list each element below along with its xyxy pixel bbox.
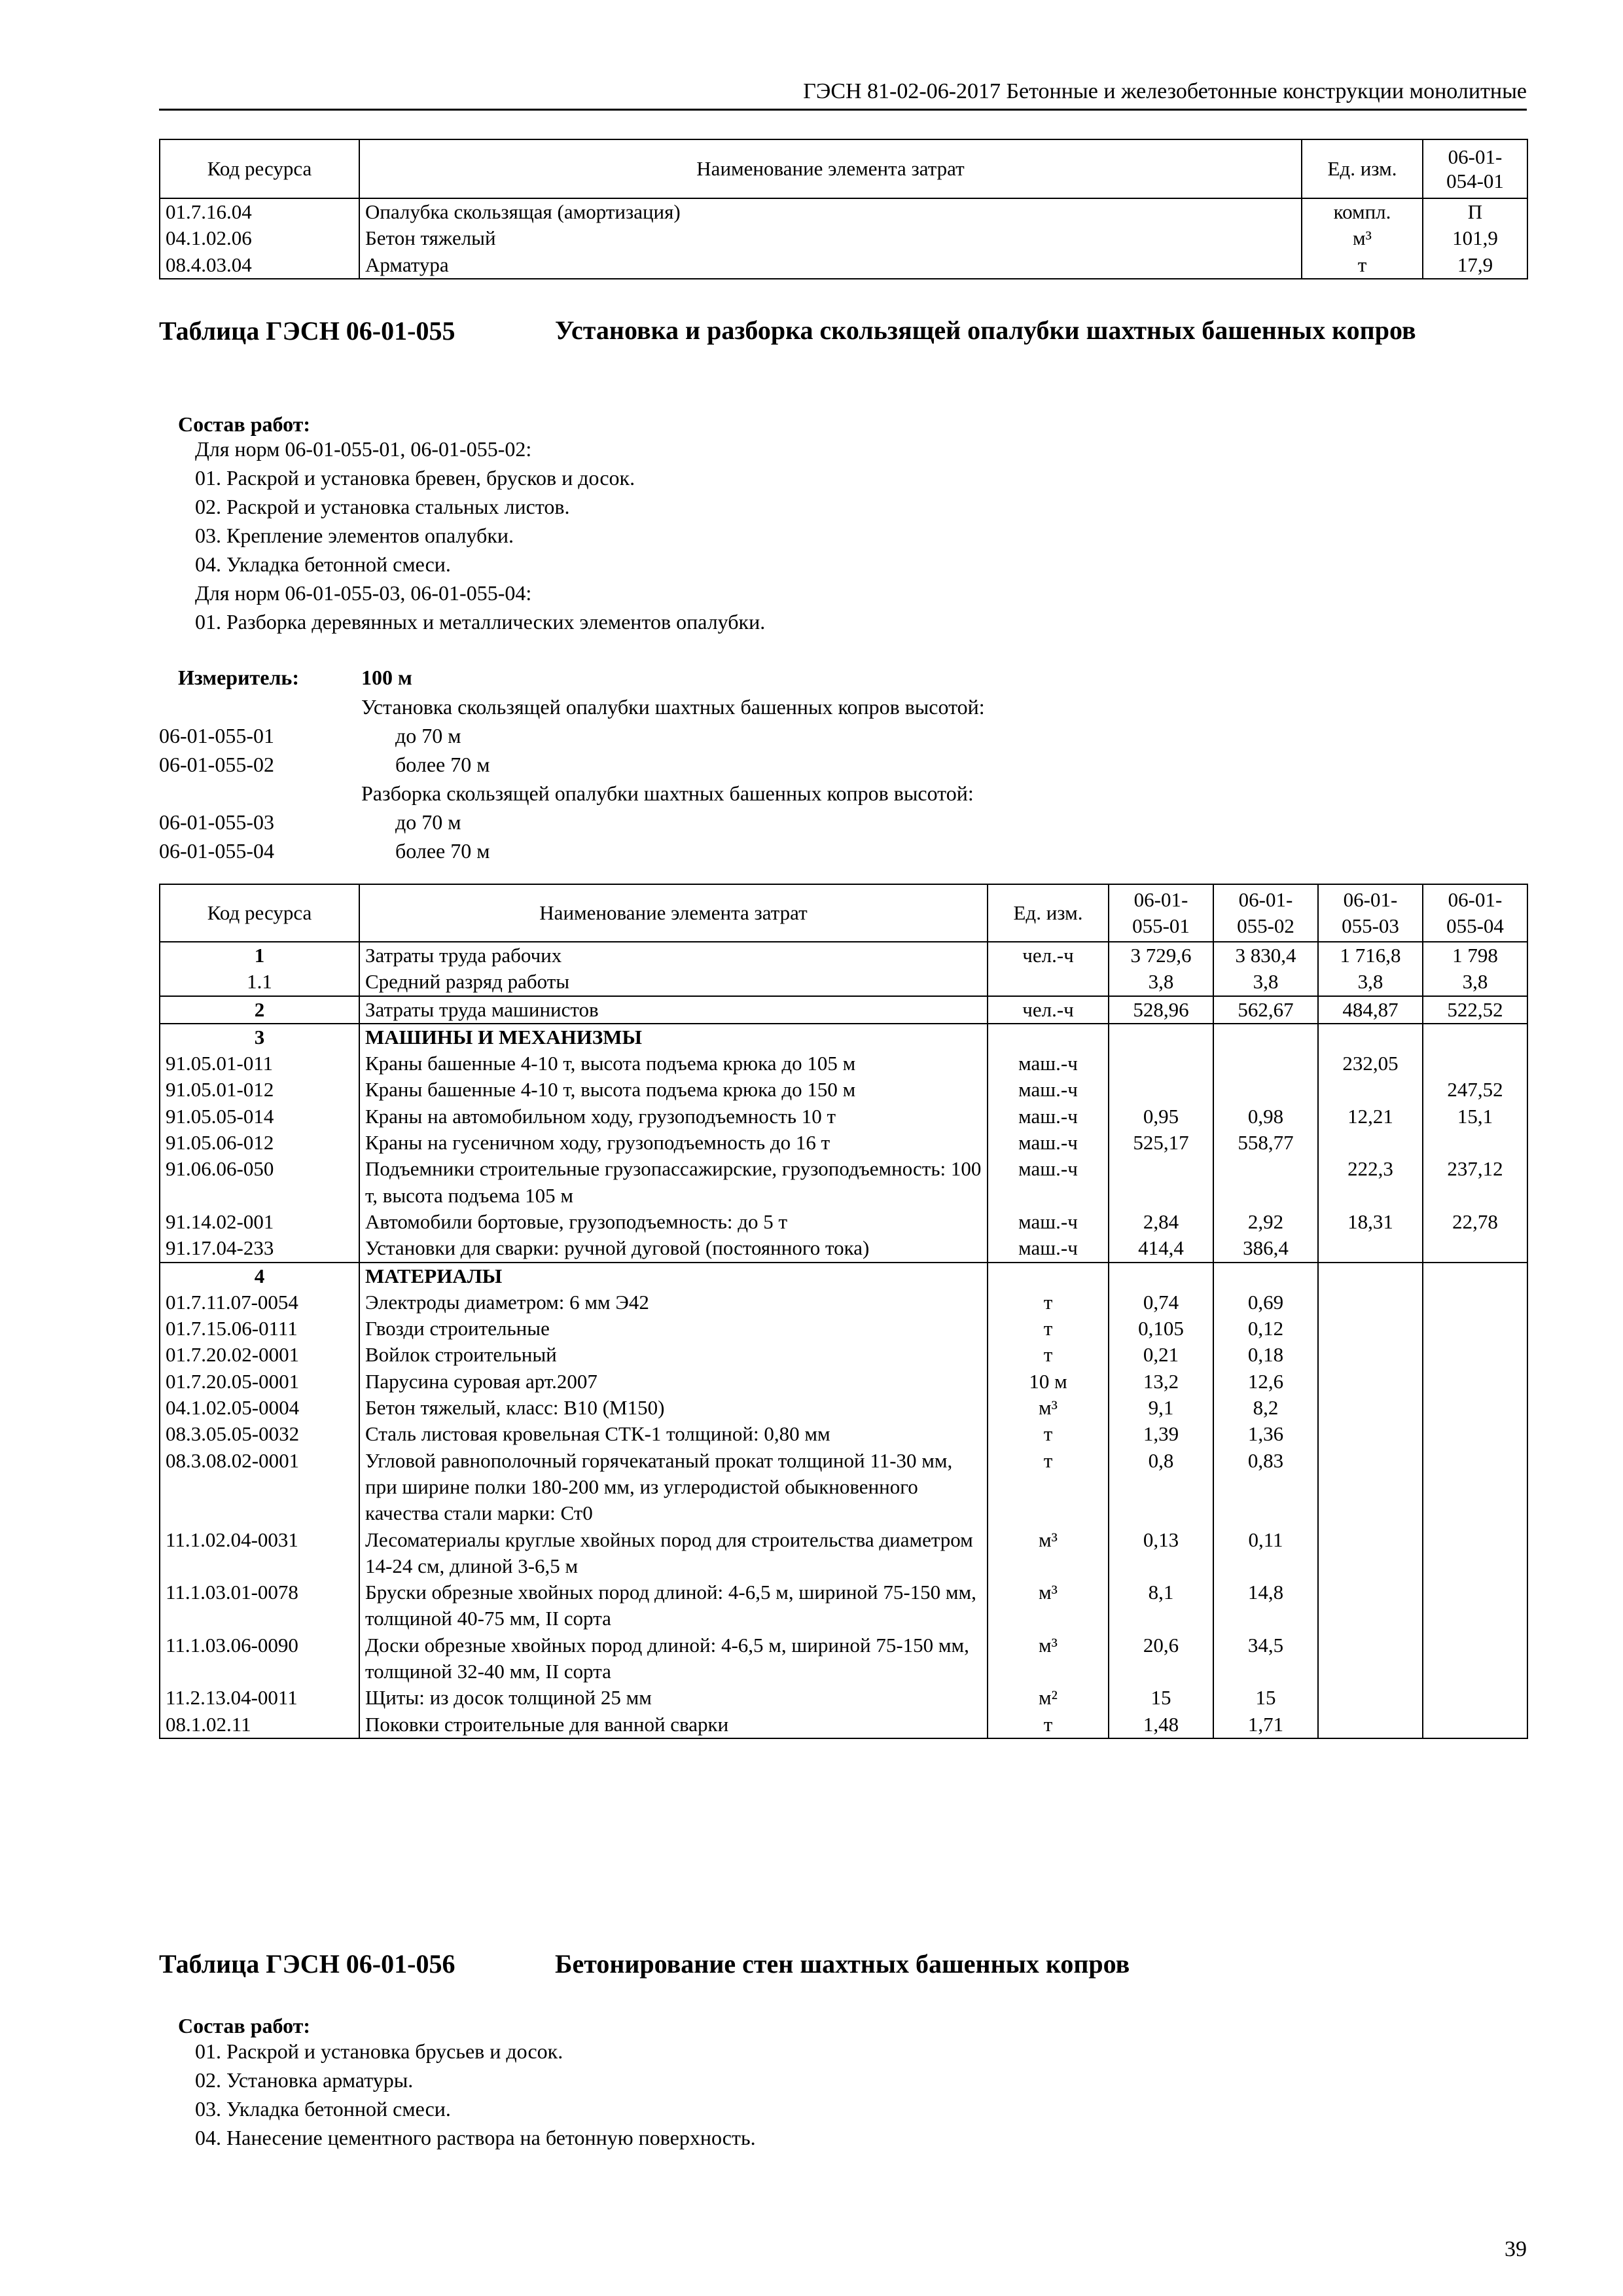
- table-row: [160, 1024, 1527, 1050]
- cell-code: 08.1.02.11: [160, 1712, 359, 1738]
- cell-value: 562,67: [1213, 996, 1318, 1024]
- cell-unit: т: [988, 1316, 1109, 1342]
- cell-value: 8,1: [1109, 1579, 1213, 1632]
- cell-value: [1318, 1263, 1423, 1289]
- norm-item: [159, 836, 985, 865]
- cell-value: 1 716,8: [1318, 942, 1423, 969]
- col-header-unit: Ед. изм.: [988, 884, 1109, 942]
- cell-value: 2,92: [1213, 1209, 1318, 1235]
- work-list-055: [195, 435, 765, 636]
- cell-name: Краны башенные 4-10 т, высота подъема крюка до 105 м: [359, 1050, 988, 1077]
- work-item: 04. Нанесение цементного раствора на бетонную поверхность.: [195, 2126, 756, 2149]
- cell-value: 0,18: [1213, 1342, 1318, 1368]
- cell-code: 04.1.02.05-0004: [160, 1395, 359, 1421]
- cell-value: 0,95: [1109, 1103, 1213, 1130]
- cell-name: Установки для сварки: ручной дуговой (постоянного тока): [359, 1235, 988, 1262]
- norm-text: более 70 м: [395, 839, 490, 863]
- cell-unit: м³: [988, 1527, 1109, 1580]
- cell-value: 3,8: [1213, 969, 1318, 996]
- izmeritel-value: 100 м: [361, 666, 412, 689]
- work-list-056: [195, 2037, 756, 2152]
- cell-value: [1109, 1156, 1213, 1209]
- cell-value: [1423, 1342, 1527, 1368]
- cell-value: 484,87: [1318, 996, 1423, 1024]
- norm-code: 06-01-055-04: [159, 839, 274, 863]
- cell-value: 0,11: [1213, 1527, 1318, 1580]
- cell-code: 08.3.05.05-0032: [160, 1421, 359, 1447]
- cell-code: 01.7.16.04: [160, 198, 359, 225]
- cell-name: Сталь листовая кровельная СТК-1 толщиной: 0,80 мм: [359, 1421, 988, 1447]
- table-row: [160, 1235, 1527, 1262]
- cell-code: 3: [160, 1024, 359, 1050]
- cell-unit: маш.-ч: [988, 1077, 1109, 1103]
- cell-value: [1423, 1289, 1527, 1316]
- cell-value: 3,8: [1318, 969, 1423, 996]
- col-header-norm-03: 06-01- 055-03: [1318, 884, 1423, 942]
- cell-value: 247,52: [1423, 1077, 1527, 1103]
- cell-value: [1213, 1050, 1318, 1077]
- norm-item: [159, 808, 985, 836]
- col-header-unit: Ед. изм.: [1302, 139, 1423, 198]
- cell-unit: м³: [988, 1395, 1109, 1421]
- cell-unit: [988, 969, 1109, 996]
- cell-value: 3 830,4: [1213, 942, 1318, 969]
- sostav-label-055: Состав работ:: [178, 412, 311, 436]
- table-row: [160, 1289, 1527, 1316]
- cell-unit: м²: [988, 1685, 1109, 1711]
- cell-unit: компл.: [1302, 198, 1423, 225]
- cell-name: Краны на гусеничном ходу, грузоподъемность до 16 т: [359, 1130, 988, 1156]
- cell-code: 91.14.02-001: [160, 1209, 359, 1235]
- work-item: 02. Раскрой и установка стальных листов.: [195, 495, 570, 518]
- cell-name: Щиты: из досок толщиной 25 мм: [359, 1685, 988, 1711]
- cell-unit: м³: [1302, 225, 1423, 251]
- cell-code: 91.17.04-233: [160, 1235, 359, 1262]
- cell-name: Краны на автомобильном ходу, грузоподъемность 10 т: [359, 1103, 988, 1130]
- cell-code: 91.05.06-012: [160, 1130, 359, 1156]
- cell-value: [1423, 1050, 1527, 1077]
- cell-name: Бетон тяжелый, класс: В10 (М150): [359, 1395, 988, 1421]
- cell-value: [1423, 1235, 1527, 1262]
- table-row: [160, 1712, 1527, 1738]
- cell-name: Доски обрезные хвойных пород длиной: 4-6,5 м, шириной 75-150 мм, толщиной 32-40 мм, II сорта: [359, 1632, 988, 1685]
- table-row: [160, 969, 1527, 996]
- cell-value: 17,9: [1423, 252, 1527, 279]
- cell-unit: чел.-ч: [988, 942, 1109, 969]
- cell-value: [1318, 1316, 1423, 1342]
- col-header-norm-04: 06-01- 055-04: [1423, 884, 1527, 942]
- cell-value: [1318, 1130, 1423, 1156]
- cell-value: 1,39: [1109, 1421, 1213, 1447]
- cell-value: [1423, 1024, 1527, 1050]
- cell-value: 525,17: [1109, 1130, 1213, 1156]
- cell-code: 11.1.03.01-0078: [160, 1579, 359, 1632]
- running-header: ГЭСН 81-02-06-2017 Бетонные и железобетонные конструкции монолитные: [803, 79, 1527, 103]
- cell-value: 237,12: [1423, 1156, 1527, 1209]
- work-item: 02. Установка арматуры.: [195, 2068, 414, 2092]
- cell-code: 1: [160, 942, 359, 969]
- cell-value: [1318, 1342, 1423, 1368]
- work-item: 01. Раскрой и установка бревен, брусков и досок.: [195, 466, 635, 490]
- cell-value: 14,8: [1213, 1579, 1318, 1632]
- cell-unit: чел.-ч: [988, 996, 1109, 1024]
- cell-value: [1109, 1024, 1213, 1050]
- col-header-norm-01: 06-01- 055-01: [1109, 884, 1213, 942]
- cell-value: 1,36: [1213, 1421, 1318, 1447]
- cell-value: 0,83: [1213, 1448, 1318, 1527]
- cell-value: [1109, 1077, 1213, 1103]
- cell-value: 222,3: [1318, 1156, 1423, 1209]
- cell-unit: маш.-ч: [988, 1209, 1109, 1235]
- table-row: [160, 1632, 1527, 1685]
- cell-value: 20,6: [1109, 1632, 1213, 1685]
- cell-code: 01.7.20.05-0001: [160, 1369, 359, 1395]
- cell-code: 01.7.11.07-0054: [160, 1289, 359, 1316]
- cell-code: 1.1: [160, 969, 359, 996]
- cell-value: [1318, 1685, 1423, 1711]
- col-header-norm: 06-01- 054-01: [1423, 139, 1527, 198]
- table-row: [160, 1448, 1527, 1527]
- cell-unit: т: [988, 1421, 1109, 1447]
- cell-code: 91.05.01-011: [160, 1050, 359, 1077]
- cell-value: 1,48: [1109, 1712, 1213, 1738]
- table-row: [160, 252, 1527, 279]
- norm-text: более 70 м: [395, 753, 490, 776]
- page-number: 39: [1505, 2237, 1527, 2261]
- cell-unit: маш.-ч: [988, 1050, 1109, 1077]
- cell-value: П: [1423, 198, 1527, 225]
- cell-value: [1213, 1263, 1318, 1289]
- cell-name: Гвозди строительные: [359, 1316, 988, 1342]
- cell-value: 0,21: [1109, 1342, 1213, 1368]
- norm-item: [159, 721, 985, 750]
- cell-value: [1318, 1395, 1423, 1421]
- cell-value: [1213, 1077, 1318, 1103]
- cell-value: [1318, 1579, 1423, 1632]
- col-header-name: Наименование элемента затрат: [359, 884, 988, 942]
- norm-item: [159, 779, 985, 808]
- cell-value: 3 729,6: [1109, 942, 1213, 969]
- table-label-055: Таблица ГЭСН 06-01-055: [159, 316, 455, 346]
- norm-text: до 70 м: [395, 810, 461, 834]
- cell-name: Угловой равнополочный горячекатаный прокат толщиной 11-30 мм, при ширине полки 180-200 мм, из углеродистой обыкновенного качества стали марки: Ст0: [359, 1448, 988, 1527]
- cell-name: Краны башенные 4-10 т, высота подъема крюка до 150 м: [359, 1077, 988, 1103]
- cell-name: Войлок строительный: [359, 1342, 988, 1368]
- table-row: [160, 1050, 1527, 1077]
- cell-unit: [988, 1024, 1109, 1050]
- cell-value: [1318, 1024, 1423, 1050]
- cell-name: Поковки строительные для ванной сварки: [359, 1712, 988, 1738]
- cell-value: 1 798: [1423, 942, 1527, 969]
- cell-name: Электроды диаметром: 6 мм Э42: [359, 1289, 988, 1316]
- cell-value: [1423, 1685, 1527, 1711]
- cell-name: МАТЕРИАЛЫ: [359, 1263, 988, 1289]
- table-row: [160, 1421, 1527, 1447]
- cell-code: 11.1.03.06-0090: [160, 1632, 359, 1685]
- cell-unit: маш.-ч: [988, 1103, 1109, 1130]
- cell-value: [1423, 1448, 1527, 1527]
- cell-unit: т: [1302, 252, 1423, 279]
- work-item: Для норм 06-01-055-01, 06-01-055-02:: [195, 437, 532, 461]
- table-title-055: Установка и разборка скользящей опалубки шахтных башенных копров: [555, 315, 1416, 345]
- izmeritel-label: Измеритель:: [178, 666, 299, 689]
- table-055: [159, 884, 1528, 1739]
- cell-value: 3,8: [1423, 969, 1527, 996]
- cell-value: [1318, 1632, 1423, 1685]
- cell-value: [1318, 1289, 1423, 1316]
- cell-value: 9,1: [1109, 1395, 1213, 1421]
- cell-unit: 10 м: [988, 1369, 1109, 1395]
- cell-value: [1423, 1395, 1527, 1421]
- cell-value: [1109, 1050, 1213, 1077]
- table-row: [160, 1156, 1527, 1209]
- cell-value: [1423, 1316, 1527, 1342]
- norm-text: Разборка скользящей опалубки шахтных башенных копров высотой:: [361, 781, 974, 805]
- table-row: [160, 1316, 1527, 1342]
- cell-value: 232,05: [1318, 1050, 1423, 1077]
- cell-code: 2: [160, 996, 359, 1024]
- table-row: [160, 1342, 1527, 1368]
- cell-code: 01.7.20.02-0001: [160, 1342, 359, 1368]
- col-header-norm-02: 06-01- 055-02: [1213, 884, 1318, 942]
- cell-value: [1423, 1130, 1527, 1156]
- work-item: 01. Раскрой и установка брусьев и досок.: [195, 2039, 563, 2063]
- table-row: [160, 1077, 1527, 1103]
- work-item: 01. Разборка деревянных и металлических элементов опалубки.: [195, 610, 766, 634]
- cell-value: [1423, 1579, 1527, 1632]
- cell-value: 15,1: [1423, 1103, 1527, 1130]
- cell-value: 22,78: [1423, 1209, 1527, 1235]
- cell-value: 0,8: [1109, 1448, 1213, 1527]
- cell-name: Затраты труда рабочих: [359, 942, 988, 969]
- cell-value: [1318, 1527, 1423, 1580]
- sostav-label-056: Состав работ:: [178, 2014, 311, 2037]
- cell-code: 11.1.02.04-0031: [160, 1527, 359, 1580]
- cell-value: [1423, 1632, 1527, 1685]
- cell-value: [1318, 1235, 1423, 1262]
- table-row: [160, 1395, 1527, 1421]
- cell-value: [1318, 1712, 1423, 1738]
- cell-name: Арматура: [359, 252, 1302, 279]
- cell-value: 13,2: [1109, 1369, 1213, 1395]
- cell-name: Опалубка скользящая (амортизация): [359, 198, 1302, 225]
- work-item: Для норм 06-01-055-03, 06-01-055-04:: [195, 581, 532, 605]
- table-row: [160, 1685, 1527, 1711]
- norm-code: 06-01-055-01: [159, 724, 274, 747]
- cell-value: 0,74: [1109, 1289, 1213, 1316]
- cell-name: Бетон тяжелый: [359, 225, 1302, 251]
- cell-unit: т: [988, 1448, 1109, 1527]
- cell-code: 08.4.03.04: [160, 252, 359, 279]
- cell-value: 0,105: [1109, 1316, 1213, 1342]
- cell-value: 12,6: [1213, 1369, 1318, 1395]
- cell-code: 11.2.13.04-0011: [160, 1685, 359, 1711]
- cell-value: 2,84: [1109, 1209, 1213, 1235]
- cell-value: 1,71: [1213, 1712, 1318, 1738]
- cell-value: [1109, 1263, 1213, 1289]
- cell-value: 15: [1109, 1685, 1213, 1711]
- cell-unit: т: [988, 1712, 1109, 1738]
- cell-value: 12,21: [1318, 1103, 1423, 1130]
- cell-name: МАШИНЫ И МЕХАНИЗМЫ: [359, 1024, 988, 1050]
- norm-item: [159, 750, 985, 779]
- cell-value: [1318, 1077, 1423, 1103]
- cell-unit: [988, 1263, 1109, 1289]
- cell-value: 18,31: [1318, 1209, 1423, 1235]
- norm-code: [159, 779, 361, 808]
- cell-value: [1423, 1263, 1527, 1289]
- col-header-code: Код ресурса: [160, 139, 359, 198]
- cell-name: Автомобили бортовые, грузоподъемность: до 5 т: [359, 1209, 988, 1235]
- cell-value: 0,12: [1213, 1316, 1318, 1342]
- table-title-056: Бетонирование стен шахтных башенных копров: [555, 1949, 1130, 1979]
- table-row: [160, 1263, 1527, 1289]
- cell-value: [1213, 1156, 1318, 1209]
- table-row: [160, 1103, 1527, 1130]
- table-row: [160, 1527, 1527, 1580]
- cell-name: Лесоматериалы круглые хвойных пород для строительства диаметром 14-24 см, длиной 3-6,5 м: [359, 1527, 988, 1580]
- cell-code: 08.3.08.02-0001: [160, 1448, 359, 1527]
- work-item: 04. Укладка бетонной смеси.: [195, 552, 451, 576]
- col-header-name: Наименование элемента затрат: [359, 139, 1302, 198]
- cell-value: [1318, 1421, 1423, 1447]
- cell-name: Затраты труда машинистов: [359, 996, 988, 1024]
- work-item: 03. Крепление элементов опалубки.: [195, 524, 514, 547]
- cell-unit: маш.-ч: [988, 1130, 1109, 1156]
- cell-code: 01.7.15.06-0111: [160, 1316, 359, 1342]
- norm-code: 06-01-055-03: [159, 810, 274, 834]
- cell-value: [1423, 1421, 1527, 1447]
- table-row: [160, 225, 1527, 251]
- cell-unit: м³: [988, 1579, 1109, 1632]
- cell-code: 91.05.05-014: [160, 1103, 359, 1130]
- cell-value: 522,52: [1423, 996, 1527, 1024]
- cell-value: [1423, 1712, 1527, 1738]
- table-row: [160, 1369, 1527, 1395]
- norm-text: до 70 м: [395, 724, 461, 747]
- cell-name: Подъемники строительные грузопассажирские, грузоподъемность: 100 т, высота подъема 105 м: [359, 1156, 988, 1209]
- cell-value: 34,5: [1213, 1632, 1318, 1685]
- cell-code: 91.06.06-050: [160, 1156, 359, 1209]
- cell-name: Бруски обрезные хвойных пород длиной: 4-6,5 м, шириной 75-150 мм, толщиной 40-75 мм, II сорта: [359, 1579, 988, 1632]
- cell-value: 0,98: [1213, 1103, 1318, 1130]
- table-row: [160, 198, 1527, 225]
- table-label-056: Таблица ГЭСН 06-01-056: [159, 1949, 455, 1979]
- cell-value: [1213, 1024, 1318, 1050]
- cell-value: 414,4: [1109, 1235, 1213, 1262]
- norm-text: Установка скользящей опалубки шахтных башенных копров высотой:: [361, 695, 985, 719]
- cell-value: 8,2: [1213, 1395, 1318, 1421]
- cell-unit: т: [988, 1342, 1109, 1368]
- cell-name: Парусина суровая арт.2007: [359, 1369, 988, 1395]
- norms-list-055: [159, 692, 985, 865]
- cell-value: [1318, 1369, 1423, 1395]
- table-row: [160, 996, 1527, 1024]
- header-rule: [159, 109, 1527, 111]
- cell-unit: м³: [988, 1632, 1109, 1685]
- norm-item: [159, 692, 985, 721]
- cell-value: 0,13: [1109, 1527, 1213, 1580]
- norm-code: 06-01-055-02: [159, 753, 274, 776]
- cell-unit: маш.-ч: [988, 1156, 1109, 1209]
- cell-value: 15: [1213, 1685, 1318, 1711]
- norm-code: [159, 692, 361, 721]
- cell-value: 101,9: [1423, 225, 1527, 251]
- cell-value: 528,96: [1109, 996, 1213, 1024]
- cell-value: [1423, 1527, 1527, 1580]
- work-item: 03. Укладка бетонной смеси.: [195, 2097, 451, 2121]
- table-054-continuation: [159, 139, 1528, 279]
- cell-value: 386,4: [1213, 1235, 1318, 1262]
- table-row: [160, 1130, 1527, 1156]
- table-row: [160, 942, 1527, 969]
- table-row: [160, 1209, 1527, 1235]
- cell-code: 91.05.01-012: [160, 1077, 359, 1103]
- cell-value: 3,8: [1109, 969, 1213, 996]
- cell-code: 04.1.02.06: [160, 225, 359, 251]
- col-header-code: Код ресурса: [160, 884, 359, 942]
- table-row: [160, 1579, 1527, 1632]
- cell-unit: маш.-ч: [988, 1235, 1109, 1262]
- cell-code: 4: [160, 1263, 359, 1289]
- cell-name: Средний разряд работы: [359, 969, 988, 996]
- cell-value: 0,69: [1213, 1289, 1318, 1316]
- cell-value: [1423, 1369, 1527, 1395]
- cell-value: [1318, 1448, 1423, 1527]
- cell-unit: т: [988, 1289, 1109, 1316]
- cell-value: 558,77: [1213, 1130, 1318, 1156]
